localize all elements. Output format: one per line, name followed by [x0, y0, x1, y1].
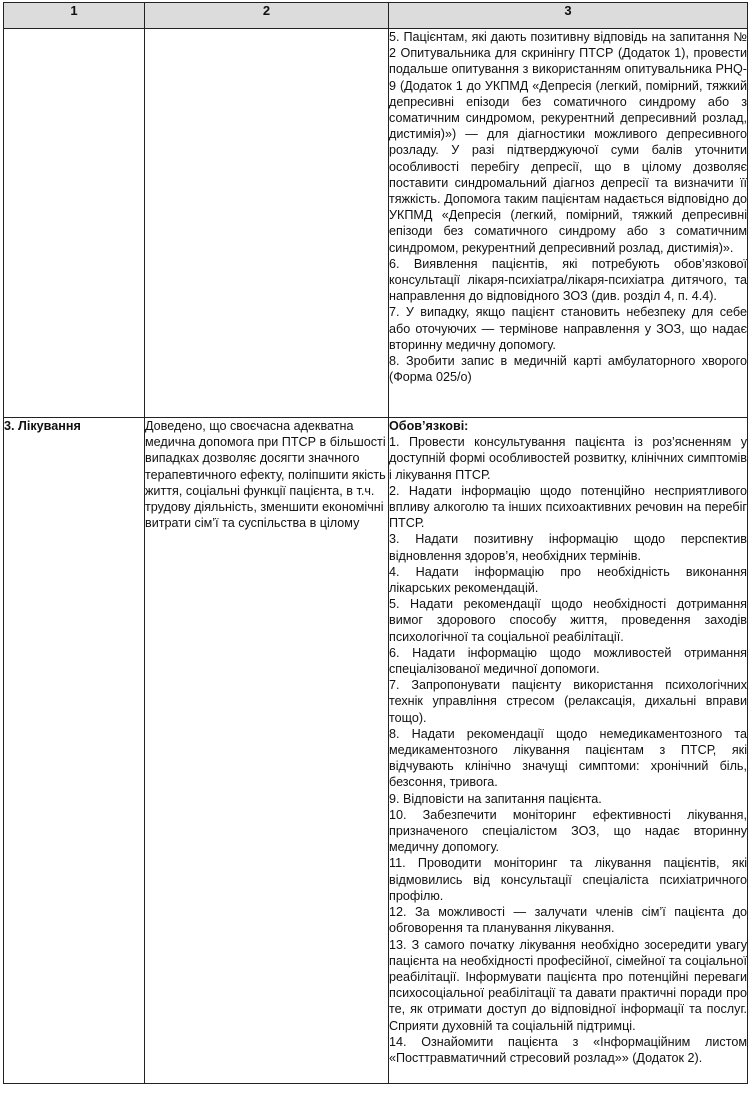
column-header-2: 2 — [145, 3, 389, 29]
treatment-item-6: 6. Надати інформацію щодо можливостей отримання спеціалізованої медичної допомоги. — [389, 645, 747, 677]
treatment-item-14: 14. Ознайомити пацієнта з «Інформаційним листом «Посттравматичний стресовий розлад»» (Додаток 2). — [389, 1034, 747, 1065]
row1-rationale-cell — [145, 29, 389, 418]
treatment-item-12: 12. За можливості — залучати членів сім’ї пацієнта до обговорення та планування лікування. — [389, 905, 747, 936]
row1-item-8: 8. Зробити запис в медичній карті амбулаторного хворого (Форма 025/о) — [389, 354, 747, 385]
treatment-item-2: 2. Надати інформацію щодо потенційно несприятливого впливу алкоголю та інших психоактивних речовин на перебіг ПТСР. — [389, 483, 747, 531]
table-row-treatment — [4, 418, 748, 1084]
treatment-item-9: 9. Відповісти на запитання пацієнта. — [389, 791, 602, 806]
row1-item-7: 7. У випадку, якщо пацієнт становить небезпеку для себе або оточуючих — термінове направлення у ЗОЗ, що надає вторинну медичну допомогу. — [389, 305, 747, 352]
treatment-item-8: 8. Надати рекомендації щодо немедикаментозного та медикаментозного лікування пацієнтам з ПТСР, які відчувають клінічно значущі симптоми: хронічний біль, безсоння, тривога. — [389, 726, 747, 790]
treatment-item-11: 11. Проводити моніторинг та лікування пацієнтів, які відмовились від консультації спеціаліста психіатричного профілю. — [389, 856, 747, 903]
treatment-item-7: 7. Запропонувати пацієнту використання психологічних технік управління стресом (релаксація, дихальні вправи тощо). — [389, 678, 747, 725]
treatment-stage-cell: 3. Лікування — [4, 418, 145, 1084]
mandatory-label: Обов’язкові: — [389, 419, 469, 433]
row1-item-6: 6. Виявлення пацієнтів, які потребують обов’язкової консультації лікаря-психіатра/лікаря-психіатра дитячого, та направлення до відповідного ЗОЗ (див. розділ 4, п. 4.4). — [389, 256, 747, 304]
treatment-actions-cell — [389, 418, 748, 1084]
protocol-table — [3, 2, 748, 1084]
treatment-item-1: 1. Провести консультування пацієнта із роз’ясненням у доступній формі особливостей розвитку, клінічних симптомів і лікування ПТСР. — [389, 435, 747, 482]
treatment-item-13: 13. З самого початку лікування необхідно зосередити увагу пацієнта на необхідності професійної, сімейної та соціальної реабілітації. Інформувати пацієнта про потенційні переваги психосоціальної реабілітації та давати практичні поради про те, як отримати доступ до відповідної інформації та послуг. Сприяти духовній та соціальній підтримці. — [389, 937, 747, 1033]
row1-stage-cell — [4, 29, 145, 418]
column-header-1: 1 — [4, 3, 145, 29]
treatment-item-4: 4. Надати інформацію про необхідність виконання лікарських рекомендацій. — [389, 564, 747, 596]
row1-item-5: 5. Пацієнтам, які дають позитивну відповідь на запитання № 2 Опитувальника для скринінгу ПТСР (Додаток 1), провести подальше опитування з використанням опитувальника PHQ-9 (Додаток 1 до УКПМД «Депресія (легкий, помірний, тяжкий депресивні епізоди без соматичного синдрому або з соматичним синдромом, рекурентний депресивний розлад, дистимія)») — для діагностики можливого депресивного розладу. У разі підтверджуючої суми балів уточнити особливості перебігу депресії, що в цілому дозволяє поставити синдромальний діагноз депресії та визначити її тяжкість. Допомога таким пацієнтам надається відповідно до УКПМД «Депресія (легкий, помірний, тяжкий депресивні епізоди без соматичного синдрому або з соматичним синдромом, рекурентний депресивний розлад, дистимія)». — [389, 30, 747, 255]
column-header-3: 3 — [389, 3, 748, 29]
row1-actions-cell — [389, 29, 748, 418]
table-row-continuation — [4, 29, 748, 418]
treatment-item-5: 5. Надати рекомендації щодо необхідності дотримання вимог здорового способу життя, проведення заходів психологічної та соціальної реабілітації. — [389, 597, 747, 644]
treatment-item-10: 10. Забезпечити моніторинг ефективності лікування, призначеного спеціалістом ЗОЗ, що надає вторинну медичну допомогу. — [389, 807, 747, 855]
treatment-rationale-cell: Доведено, що своєчасна адекватна медична допомога при ПТСР в більшості випадках дозволяє досягти значного терапевтичного ефекту, поліпшити якість життя, соціальні функції пацієнта, в т.ч. трудову діяльність, зменшити економічні витрати сім’ї та суспільства в цілому — [145, 418, 389, 1084]
treatment-item-3: 3. Надати позитивну інформацію щодо перспектив відновлення здоров’я, необхідних термінів. — [389, 532, 747, 563]
header-row — [4, 3, 748, 29]
